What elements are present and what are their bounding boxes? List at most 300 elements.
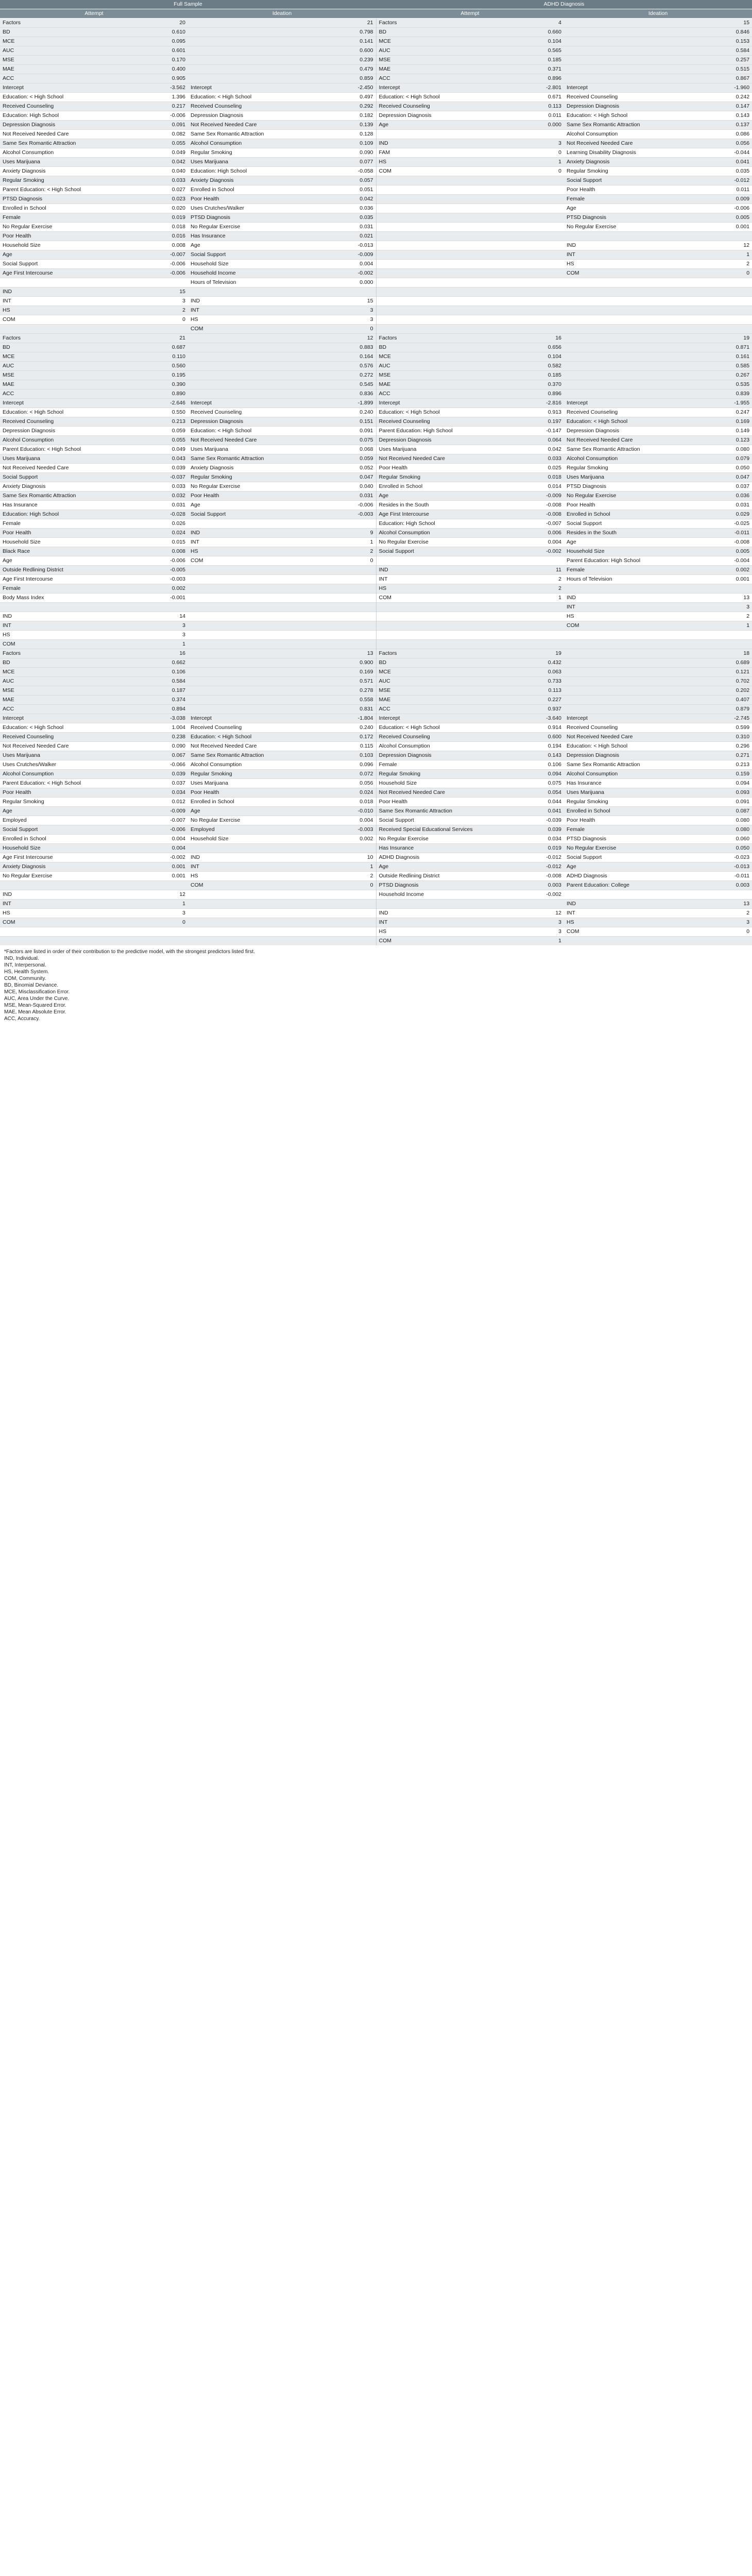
cell-label: Age: [376, 862, 492, 872]
cell-label: [188, 594, 304, 603]
cell-value: 0.600: [492, 733, 564, 742]
cell-value: 0.014: [492, 482, 564, 492]
cell-label: Depression Diagnosis: [188, 417, 304, 427]
cell-value: 0.008: [116, 241, 188, 250]
cell-label: [188, 74, 304, 83]
cell-label: Alcohol Consumption: [564, 770, 680, 779]
table-row: [0, 204, 752, 213]
cell-value: [492, 176, 564, 185]
table-row: [0, 213, 752, 223]
cell-value: 0.896: [492, 74, 564, 83]
cell-value: 0.390: [116, 380, 188, 389]
cell-value: 3: [116, 621, 188, 631]
cell-value: -0.004: [680, 556, 752, 566]
cell-label: Social Support: [376, 547, 492, 556]
cell-label: [188, 371, 304, 380]
cell-value: 0.239: [304, 56, 376, 65]
cell-label: HS: [376, 927, 492, 937]
cell-value: 0.011: [680, 185, 752, 195]
cell-label: Resides in the South: [564, 529, 680, 538]
cell-label: No Regular Exercise: [188, 482, 304, 492]
cell-label: No Regular Exercise: [0, 872, 116, 881]
cell-label: [188, 696, 304, 705]
table-notes: [0, 945, 752, 1022]
cell-value: 0.147: [680, 102, 752, 111]
cell-label: [188, 900, 304, 909]
cell-value: -0.058: [304, 167, 376, 176]
cell-value: 1.004: [116, 723, 188, 733]
cell-label: HS: [188, 547, 304, 556]
cell-value: 0.091: [304, 427, 376, 436]
cell-value: 0.082: [116, 130, 188, 139]
cell-value: 0.115: [304, 742, 376, 751]
cell-value: 0.846: [680, 28, 752, 37]
table-row: [0, 287, 752, 297]
cell-value: 0.110: [116, 352, 188, 362]
cell-label: Poor Health: [564, 816, 680, 825]
cell-value: 0.913: [492, 408, 564, 417]
cell-value: 0.227: [492, 696, 564, 705]
cell-label: Intercept: [376, 83, 492, 93]
cell-label: Same Sex Romantic Attraction: [564, 445, 680, 454]
cell-label: [564, 46, 680, 56]
table-row: [0, 510, 752, 519]
cell-value: [304, 909, 376, 918]
cell-value: -0.147: [492, 427, 564, 436]
cell-value: 0.091: [116, 121, 188, 130]
metric-row: [0, 19, 752, 28]
cell-value: 0.075: [304, 436, 376, 445]
cell-label: COM: [188, 881, 304, 890]
cell-label: [188, 686, 304, 696]
cell-value: -0.009: [116, 807, 188, 816]
cell-value: 2: [304, 547, 376, 556]
cell-value: 2: [680, 612, 752, 621]
cell-label: Employed: [0, 816, 116, 825]
cell-value: 0.106: [116, 668, 188, 677]
cell-value: 0.050: [680, 464, 752, 473]
cell-label: [188, 927, 304, 937]
cell-label: Uses Marijuana: [564, 788, 680, 798]
cell-value: 0.113: [492, 102, 564, 111]
cell-value: -3.562: [116, 83, 188, 93]
cell-value: 3: [116, 631, 188, 640]
table-row: [0, 260, 752, 269]
cell-value: [492, 621, 564, 631]
cell-value: 0.296: [680, 742, 752, 751]
cell-value: 0.001: [116, 872, 188, 881]
cell-label: Intercept: [188, 83, 304, 93]
cell-value: [492, 640, 564, 649]
cell-label: MCE: [0, 352, 116, 362]
cell-value: 2: [680, 260, 752, 269]
table-row: [0, 250, 752, 260]
cell-value: -0.066: [116, 760, 188, 770]
cell-label: [564, 297, 680, 306]
cell-label: Age: [0, 807, 116, 816]
cell-label: Alcohol Consumption: [0, 770, 116, 779]
cell-label: INT: [188, 306, 304, 315]
cell-label: Social Support: [564, 176, 680, 185]
cell-value: 1: [492, 158, 564, 167]
cell-label: COM: [0, 918, 116, 927]
note-line: IND, Individual.: [4, 956, 39, 961]
cell-label: [188, 612, 304, 621]
cell-label: Social Support: [376, 816, 492, 825]
cell-value: 0.037: [680, 482, 752, 492]
cell-value: 0.582: [492, 362, 564, 371]
cell-label: Regular Smoking: [188, 473, 304, 482]
cell-value: 0.093: [680, 788, 752, 798]
cell-value: 0.937: [492, 705, 564, 714]
cell-value: [492, 260, 564, 269]
cell-label: [188, 649, 304, 658]
cell-label: Education: High School: [0, 111, 116, 121]
cell-label: AUC: [376, 677, 492, 686]
table-row: [0, 195, 752, 204]
cell-value: 0.238: [116, 733, 188, 742]
cell-value: 21: [116, 334, 188, 343]
cell-value: -0.012: [492, 853, 564, 862]
table-row: [0, 900, 752, 909]
cell-value: 0.187: [116, 686, 188, 696]
cell-label: [564, 334, 680, 343]
cell-label: Intercept: [564, 83, 680, 93]
cell-label: Intercept: [0, 83, 116, 93]
cell-label: AUC: [0, 46, 116, 56]
table-row: [0, 631, 752, 640]
cell-label: INT: [564, 909, 680, 918]
cell-value: -0.003: [116, 575, 188, 584]
cell-label: Depression Diagnosis: [564, 427, 680, 436]
cell-label: Anxiety Diagnosis: [0, 862, 116, 872]
table-row: [0, 501, 752, 510]
cell-label: PTSD Diagnosis: [564, 213, 680, 223]
cell-value: [680, 584, 752, 594]
cell-label: Social Support: [188, 250, 304, 260]
cell-value: 21: [304, 19, 376, 28]
cell-label: [376, 213, 492, 223]
cell-value: 0.584: [680, 46, 752, 56]
table-row: [0, 436, 752, 445]
cell-label: [0, 881, 116, 890]
cell-label: Not Received Needed Care: [564, 139, 680, 148]
cell-label: MCE: [376, 352, 492, 362]
cell-value: 0.550: [116, 408, 188, 417]
header-attempt-full: Attempt: [0, 9, 188, 19]
header-sub-row: [0, 9, 752, 19]
cell-label: [188, 65, 304, 74]
cell-label: Female: [376, 760, 492, 770]
cell-label: Received Counseling: [0, 733, 116, 742]
cell-label: [376, 315, 492, 325]
cell-value: 0.002: [680, 566, 752, 575]
cell-label: IND: [564, 594, 680, 603]
cell-value: -0.028: [116, 510, 188, 519]
cell-label: Age: [564, 204, 680, 213]
cell-label: Regular Smoking: [0, 176, 116, 185]
cell-label: [564, 28, 680, 37]
cell-label: Enrolled in School: [564, 510, 680, 519]
cell-label: MCE: [376, 668, 492, 677]
cell-label: Alcohol Consumption: [188, 139, 304, 148]
cell-label: Not Received Needed Care: [0, 130, 116, 139]
cell-value: [680, 278, 752, 287]
cell-label: Age: [188, 241, 304, 250]
cell-label: Parent Education: < High School: [0, 445, 116, 454]
cell-label: IND: [0, 890, 116, 900]
cell-value: 13: [680, 900, 752, 909]
cell-value: 0.310: [680, 733, 752, 742]
cell-value: 0.121: [680, 668, 752, 677]
cell-value: [304, 287, 376, 297]
note-line: HS, Health System.: [4, 969, 49, 975]
cell-value: 11: [492, 566, 564, 575]
cell-label: Education: < High School: [376, 723, 492, 733]
cell-value: 0: [680, 927, 752, 937]
cell-value: [304, 603, 376, 612]
cell-value: -0.039: [492, 816, 564, 825]
cell-value: -0.008: [680, 538, 752, 547]
cell-label: [564, 658, 680, 668]
cell-label: [564, 668, 680, 677]
cell-value: 0.031: [304, 223, 376, 232]
cell-value: 3: [492, 927, 564, 937]
table-row: [0, 566, 752, 575]
cell-value: [492, 612, 564, 621]
cell-value: -2.450: [304, 83, 376, 93]
cell-value: 0.896: [492, 389, 564, 399]
cell-value: 0.257: [680, 56, 752, 65]
cell-value: -0.002: [492, 890, 564, 900]
cell-value: 0.194: [492, 742, 564, 751]
cell-value: 0.090: [116, 742, 188, 751]
table-row: [0, 176, 752, 185]
cell-value: 15: [304, 297, 376, 306]
metric-row: [0, 362, 752, 371]
table-row: [0, 130, 752, 139]
cell-value: 0.515: [680, 65, 752, 74]
cell-value: [304, 918, 376, 927]
cell-label: Anxiety Diagnosis: [0, 167, 116, 176]
cell-label: Same Sex Romantic Attraction: [188, 130, 304, 139]
cell-value: 0.003: [680, 881, 752, 890]
cell-label: Anxiety Diagnosis: [188, 176, 304, 185]
cell-label: Parent Education: High School: [376, 427, 492, 436]
cell-label: Not Received Needed Care: [376, 788, 492, 798]
cell-value: 3: [116, 297, 188, 306]
cell-label: INT: [376, 575, 492, 584]
cell-label: ACC: [0, 389, 116, 399]
cell-label: Anxiety Diagnosis: [0, 482, 116, 492]
cell-value: 0.104: [492, 352, 564, 362]
cell-label: No Regular Exercise: [188, 816, 304, 825]
cell-value: -0.003: [304, 510, 376, 519]
cell-label: HS: [564, 918, 680, 927]
note-line: INT, Interpersonal.: [4, 962, 46, 968]
cell-label: Same Sex Romantic Attraction: [564, 760, 680, 770]
table-row: [0, 937, 752, 946]
cell-value: [492, 603, 564, 612]
cell-label: Poor Health: [376, 464, 492, 473]
cell-value: 2: [680, 909, 752, 918]
cell-label: Received Counseling: [188, 102, 304, 111]
cell-label: Education: < High School: [0, 93, 116, 102]
table-row: [0, 529, 752, 538]
cell-value: 0.278: [304, 686, 376, 696]
cell-value: [304, 631, 376, 640]
cell-value: -0.013: [680, 862, 752, 872]
results-table: [0, 0, 752, 945]
cell-value: 0.033: [116, 482, 188, 492]
table-row: [0, 798, 752, 807]
cell-value: [304, 594, 376, 603]
cell-value: [116, 927, 188, 937]
cell-value: 0.049: [116, 148, 188, 158]
cell-label: PTSD Diagnosis: [564, 482, 680, 492]
cell-value: 18: [680, 649, 752, 658]
cell-label: Age: [564, 862, 680, 872]
cell-label: Same Sex Romantic Attraction: [188, 454, 304, 464]
metric-row: [0, 649, 752, 658]
cell-value: 0.094: [492, 770, 564, 779]
table-row: [0, 325, 752, 334]
cell-value: 0.072: [304, 770, 376, 779]
cell-value: -0.025: [680, 519, 752, 529]
cell-label: COM: [0, 640, 116, 649]
cell-label: AUC: [376, 362, 492, 371]
cell-value: 0.292: [304, 102, 376, 111]
table-row: [0, 742, 752, 751]
cell-label: [376, 612, 492, 621]
metric-row: [0, 46, 752, 56]
table-row: [0, 399, 752, 408]
cell-value: 0.018: [492, 473, 564, 482]
table-row: [0, 723, 752, 733]
cell-value: 0: [116, 918, 188, 927]
cell-value: -0.023: [680, 853, 752, 862]
cell-value: -0.007: [492, 519, 564, 529]
cell-label: Uses Marijuana: [188, 158, 304, 167]
cell-label: [564, 306, 680, 315]
cell-label: Intercept: [188, 714, 304, 723]
cell-value: 0.149: [680, 427, 752, 436]
table-row: [0, 519, 752, 529]
cell-label: MCE: [0, 668, 116, 677]
cell-label: Uses Crutches/Walker: [188, 204, 304, 213]
cell-label: [376, 223, 492, 232]
header-adhd-diagnosis: ADHD Diagnosis: [376, 0, 752, 9]
cell-label: [376, 556, 492, 566]
cell-value: 0.047: [304, 473, 376, 482]
cell-label: Regular Smoking: [188, 148, 304, 158]
cell-value: 0.091: [680, 798, 752, 807]
cell-label: Social Support: [564, 853, 680, 862]
cell-value: 1: [304, 538, 376, 547]
cell-value: -0.006: [116, 556, 188, 566]
cell-label: Same Sex Romantic Attraction: [376, 807, 492, 816]
cell-value: 3: [492, 139, 564, 148]
cell-value: 0.015: [116, 538, 188, 547]
cell-value: -0.006: [116, 269, 188, 278]
cell-label: [188, 909, 304, 918]
cell-value: 2: [492, 575, 564, 584]
cell-label: [188, 668, 304, 677]
cell-value: 0.034: [492, 835, 564, 844]
cell-value: 0.182: [304, 111, 376, 121]
cell-label: Age: [188, 807, 304, 816]
cell-value: -0.008: [492, 872, 564, 881]
cell-label: [188, 28, 304, 37]
cell-label: Poor Health: [0, 232, 116, 241]
cell-label: Parent Education: < High School: [0, 779, 116, 788]
metric-row: [0, 677, 752, 686]
table-row: [0, 760, 752, 770]
cell-value: [492, 278, 564, 287]
cell-value: 0.656: [492, 343, 564, 352]
cell-label: Resides in the South: [376, 501, 492, 510]
cell-value: -3.640: [492, 714, 564, 723]
note-line: ACC, Accuracy.: [4, 1016, 40, 1022]
note-line: COM, Community.: [4, 976, 46, 981]
cell-value: 0.039: [492, 825, 564, 835]
header-full-sample: Full Sample: [0, 0, 376, 9]
cell-label: No Regular Exercise: [188, 223, 304, 232]
cell-label: Poor Health: [564, 185, 680, 195]
cell-value: 0.535: [680, 380, 752, 389]
cell-label: Received Counseling: [376, 417, 492, 427]
cell-label: COM: [188, 325, 304, 334]
cell-label: AUC: [0, 677, 116, 686]
cell-value: 3: [680, 603, 752, 612]
cell-value: 0.086: [680, 130, 752, 139]
cell-value: 0.059: [116, 427, 188, 436]
cell-value: [680, 640, 752, 649]
note-line: MCE, Misclassification Error.: [4, 989, 70, 995]
cell-value: [492, 250, 564, 260]
cell-label: Female: [564, 566, 680, 575]
cell-value: -2.816: [492, 399, 564, 408]
metric-row: [0, 686, 752, 696]
cell-label: Depression Diagnosis: [376, 111, 492, 121]
cell-value: 0.023: [116, 195, 188, 204]
cell-label: COM: [564, 621, 680, 631]
cell-label: BD: [0, 28, 116, 37]
cell-value: 0.004: [116, 844, 188, 853]
cell-value: 3: [492, 918, 564, 927]
cell-label: [564, 371, 680, 380]
cell-label: [564, 890, 680, 900]
table-row: [0, 909, 752, 918]
cell-value: 0.172: [304, 733, 376, 742]
cell-value: -0.044: [680, 148, 752, 158]
cell-value: 0.610: [116, 28, 188, 37]
cell-label: Not Received Needed Care: [0, 464, 116, 473]
cell-value: 13: [304, 649, 376, 658]
cell-value: 0.103: [304, 751, 376, 760]
cell-label: Uses Marijuana: [188, 779, 304, 788]
cell-value: -0.005: [116, 566, 188, 575]
cell-value: 0.042: [116, 158, 188, 167]
cell-value: 0.035: [680, 167, 752, 176]
cell-value: 0.867: [680, 74, 752, 83]
cell-value: 0.839: [680, 389, 752, 399]
metric-row: [0, 56, 752, 65]
cell-value: 0.202: [680, 686, 752, 696]
cell-label: Received Special Educational Services: [376, 825, 492, 835]
metric-row: [0, 28, 752, 37]
cell-label: Regular Smoking: [0, 798, 116, 807]
